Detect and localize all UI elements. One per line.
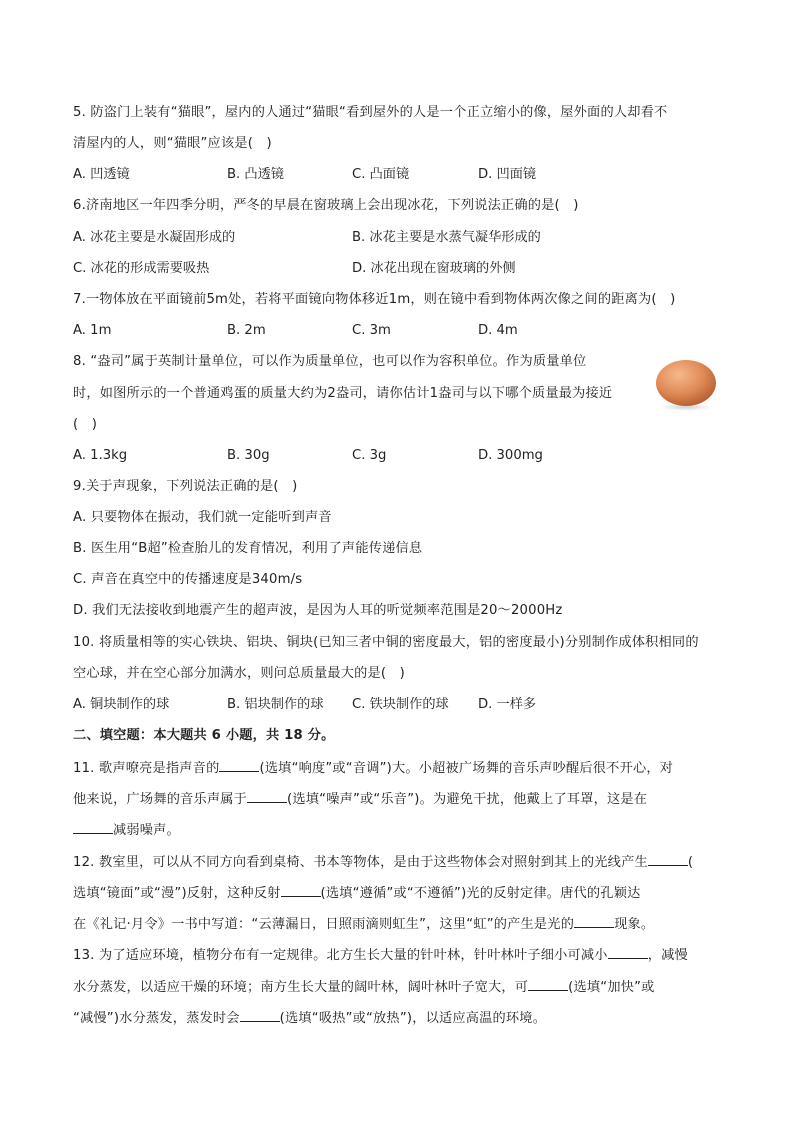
q9-option-d: D. 我们无法接收到地震产生的超声波，是因为人耳的听觉频率范围是20～2000Hz xyxy=(73,603,563,618)
q11-text: 11. 歌声嘹亮是指声音的 xyxy=(73,761,220,776)
q11-line-3 xyxy=(73,821,180,840)
answer-blank[interactable] xyxy=(574,915,614,928)
answer-blank[interactable] xyxy=(73,821,113,834)
q13-text: (选填“加快”或 xyxy=(568,980,655,995)
q12-line-3 xyxy=(73,915,654,934)
q5-line-1: 5. 防盗门上装有“猫眼”，屋内的人通过“猫眼“看到屋外的人是一个正立缩小的像，屋外面的人却看不 xyxy=(73,105,668,120)
q6-option-d: D. 冰花出现在窗玻璃的外侧 xyxy=(352,261,516,276)
q7-option-a: A. 1m xyxy=(73,323,112,338)
q6-option-c: C. 冰花的形成需要吸热 xyxy=(73,261,210,276)
q5-option-b: B. 凸透镜 xyxy=(227,167,284,182)
q8-line-3: ( ) xyxy=(73,417,98,432)
q8-option-d: D. 300mg xyxy=(478,448,543,463)
q8-option-b: B. 30g xyxy=(227,448,270,463)
section-heading: 二、填空题：本大题共 6 小题，共 18 分。 xyxy=(73,728,335,743)
q13-text: 水分蒸发，以适应干燥的环境；南方生长大量的阔叶林，阔叶林叶子宽大，可 xyxy=(73,980,529,995)
q11-text: 减弱噪声。 xyxy=(113,823,180,838)
q7-line-1: 7.一物体放在平面镜前5m处，若将平面镜向物体移近1m，则在镜中看到物体两次像之间的距离为( ) xyxy=(73,292,676,307)
q13-text: ，减慢 xyxy=(647,948,688,963)
q9-option-c: C. 声音在真空中的传播速度是340m/s xyxy=(73,572,303,587)
answer-blank[interactable] xyxy=(528,978,568,991)
q13-line-3 xyxy=(73,1009,546,1028)
q8-option-c: C. 3g xyxy=(352,448,387,463)
answer-blank[interactable] xyxy=(247,790,287,803)
q5-option-a: A. 凹透镜 xyxy=(73,167,130,182)
answer-blank[interactable] xyxy=(219,759,259,772)
q6-option-a: A. 冰花主要是水凝固形成的 xyxy=(73,230,236,245)
answer-blank[interactable] xyxy=(648,853,688,866)
q6-option-b: B. 冰花主要是水蒸气凝华形成的 xyxy=(352,230,541,245)
q13-text: (选填“吸热”或“放热”)，以适应高温的环境。 xyxy=(279,1011,547,1026)
q12-text: (选填“遵循”或“不遵循”)光的反射定律。唐代的孔颖达 xyxy=(320,886,641,901)
q12-line-1 xyxy=(73,853,693,872)
q11-line-2 xyxy=(73,790,647,809)
answer-blank[interactable] xyxy=(240,1009,280,1022)
q13-line-1 xyxy=(73,946,688,965)
q11-line-1 xyxy=(73,759,673,778)
q12-text: 在《礼记·月令》一书中写道：“云薄漏日，日照雨滴则虹生”，这里“虹”的产生是光的 xyxy=(73,917,575,932)
q5-option-d: D. 凹面镜 xyxy=(478,167,537,182)
q12-text: 选填“镜面”或“漫”)反射，这种反射 xyxy=(73,886,281,901)
q10-option-b: B. 铝块制作的球 xyxy=(227,697,324,712)
q12-text: 现象。 xyxy=(614,917,655,932)
q12-text: ( xyxy=(687,855,694,870)
q10-option-a: A. 铜块制作的球 xyxy=(73,697,170,712)
q13-text: 13. 为了适应环境，植物分布有一定规律。北方生长大量的针叶林，针叶林叶子细小可减小 xyxy=(73,948,608,963)
q9-line-1: 9.关于声现象，下列说法正确的是( ) xyxy=(73,479,298,494)
q10-option-d: D. 一样多 xyxy=(478,697,537,712)
q9-option-b: B. 医生用“B超”检查胎儿的发育情况，利用了声能传递信息 xyxy=(73,541,423,556)
answer-blank[interactable] xyxy=(608,946,648,959)
q12-text: 12. 教室里，可以从不同方向看到桌椅、书本等物体，是由于这些物体会对照射到其上的光线产生 xyxy=(73,855,648,870)
q11-text: 他来说，广场舞的音乐声属于 xyxy=(73,792,248,807)
q7-option-c: C. 3m xyxy=(352,323,391,338)
q8-line-2: 时，如图所示的一个普通鸡蛋的质量大约为2盎司，请你估计1盎司与以下哪个质量最为接近 xyxy=(73,386,613,401)
q9-option-a: A. 只要物体在振动，我们就一定能听到声音 xyxy=(73,510,332,525)
q10-option-c: C. 铁块制作的球 xyxy=(352,697,449,712)
q11-text: (选填“噪声”或“乐音”)。为避免干扰，他戴上了耳罩，这是在 xyxy=(287,792,648,807)
q5-option-c: C. 凸面镜 xyxy=(352,167,410,182)
q5-line-2: 清屋内的人，则“猫眼”应该是( ) xyxy=(73,136,272,151)
q10-line-1: 10. 将质量相等的实心铁块、铝块、铜块(已知三者中铜的密度最大，铝的密度最小)分别制作成体积相同的 xyxy=(73,635,699,650)
q6-line-1: 6.济南地区一年四季分明，严冬的早晨在窗玻璃上会出现冰花，下列说法正确的是( ) xyxy=(73,198,579,213)
q7-option-b: B. 2m xyxy=(227,323,266,338)
q13-line-2 xyxy=(73,978,655,997)
q11-text: (选填“响度”或“音调”)大。小超被广场舞的音乐声吵醒后很不开心，对 xyxy=(259,761,674,776)
egg-image xyxy=(654,358,718,412)
q13-text: “减慢”)水分蒸发，蒸发时会 xyxy=(73,1011,240,1026)
q8-option-a: A. 1.3kg xyxy=(73,448,128,463)
q12-line-2 xyxy=(73,884,640,903)
q8-line-1: 8. “盎司”属于英制计量单位，可以作为质量单位，也可以作为容积单位。作为质量单位 xyxy=(73,354,587,369)
q7-option-d: D. 4m xyxy=(478,323,518,338)
answer-blank[interactable] xyxy=(281,884,321,897)
q10-line-2: 空心球，并在空心部分加满水，则问总质量最大的是( ) xyxy=(73,666,405,681)
